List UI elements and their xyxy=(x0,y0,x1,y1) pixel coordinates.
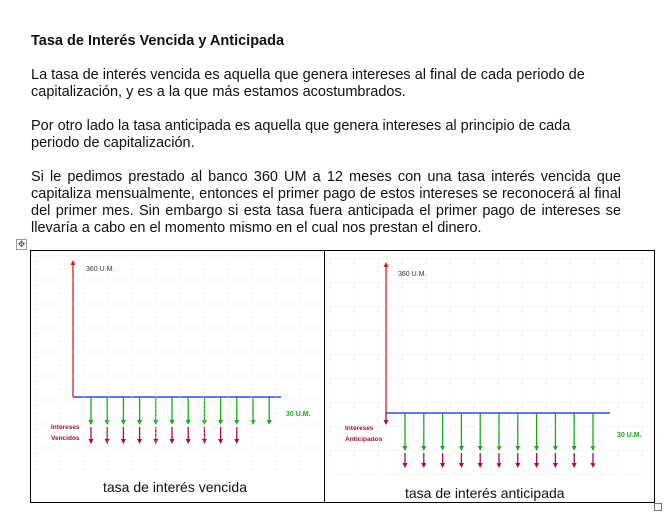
interest-label-line2: Vencidos xyxy=(51,435,80,442)
interest-label-line2: Anticipados xyxy=(345,436,383,443)
payment-label: 30 U.M. xyxy=(286,411,311,418)
paragraph-anticipada: Por otro lado la tasa anticipada es aquella que genera intereses al principio de cada periodo de capitalización. xyxy=(31,118,571,151)
diagram-vencida xyxy=(36,256,318,470)
interest-label-line1: Intereses xyxy=(345,425,374,432)
paragraph-vencida: La tasa de interés vencida es aquella que genera intereses al final de cada periodo de capitalización, y es a la que más estamos acostumbrados. xyxy=(31,67,585,100)
caption-vencida: tasa de interés vencida xyxy=(103,479,247,495)
payment-label: 30 U.M. xyxy=(617,432,642,439)
loan-label: 360 U.M. xyxy=(398,271,427,278)
paragraph-example: Si le pedimos prestado al banco 360 UM a 12 meses con una tasa interés vencida que capitaliza mensualmente, entonces el primer pago de estos intereses se reconocerá al final del primer mes. Sin embargo si esta tasa fuera anticipada el primer pago de intereses se llevaría a cabo en el momento mismo en el cual nos prestan el dinero. xyxy=(31,169,621,236)
interest-label-line1: Intereses xyxy=(51,424,80,431)
diagram-anticipada xyxy=(330,258,650,478)
table-move-handle-icon[interactable]: ✥ xyxy=(17,239,26,249)
caption-anticipada: tasa de interés anticipada xyxy=(405,485,565,501)
loan-label: 360 U.M. xyxy=(86,266,115,273)
document-title: Tasa de Interés Vencida y Anticipada xyxy=(31,33,285,49)
